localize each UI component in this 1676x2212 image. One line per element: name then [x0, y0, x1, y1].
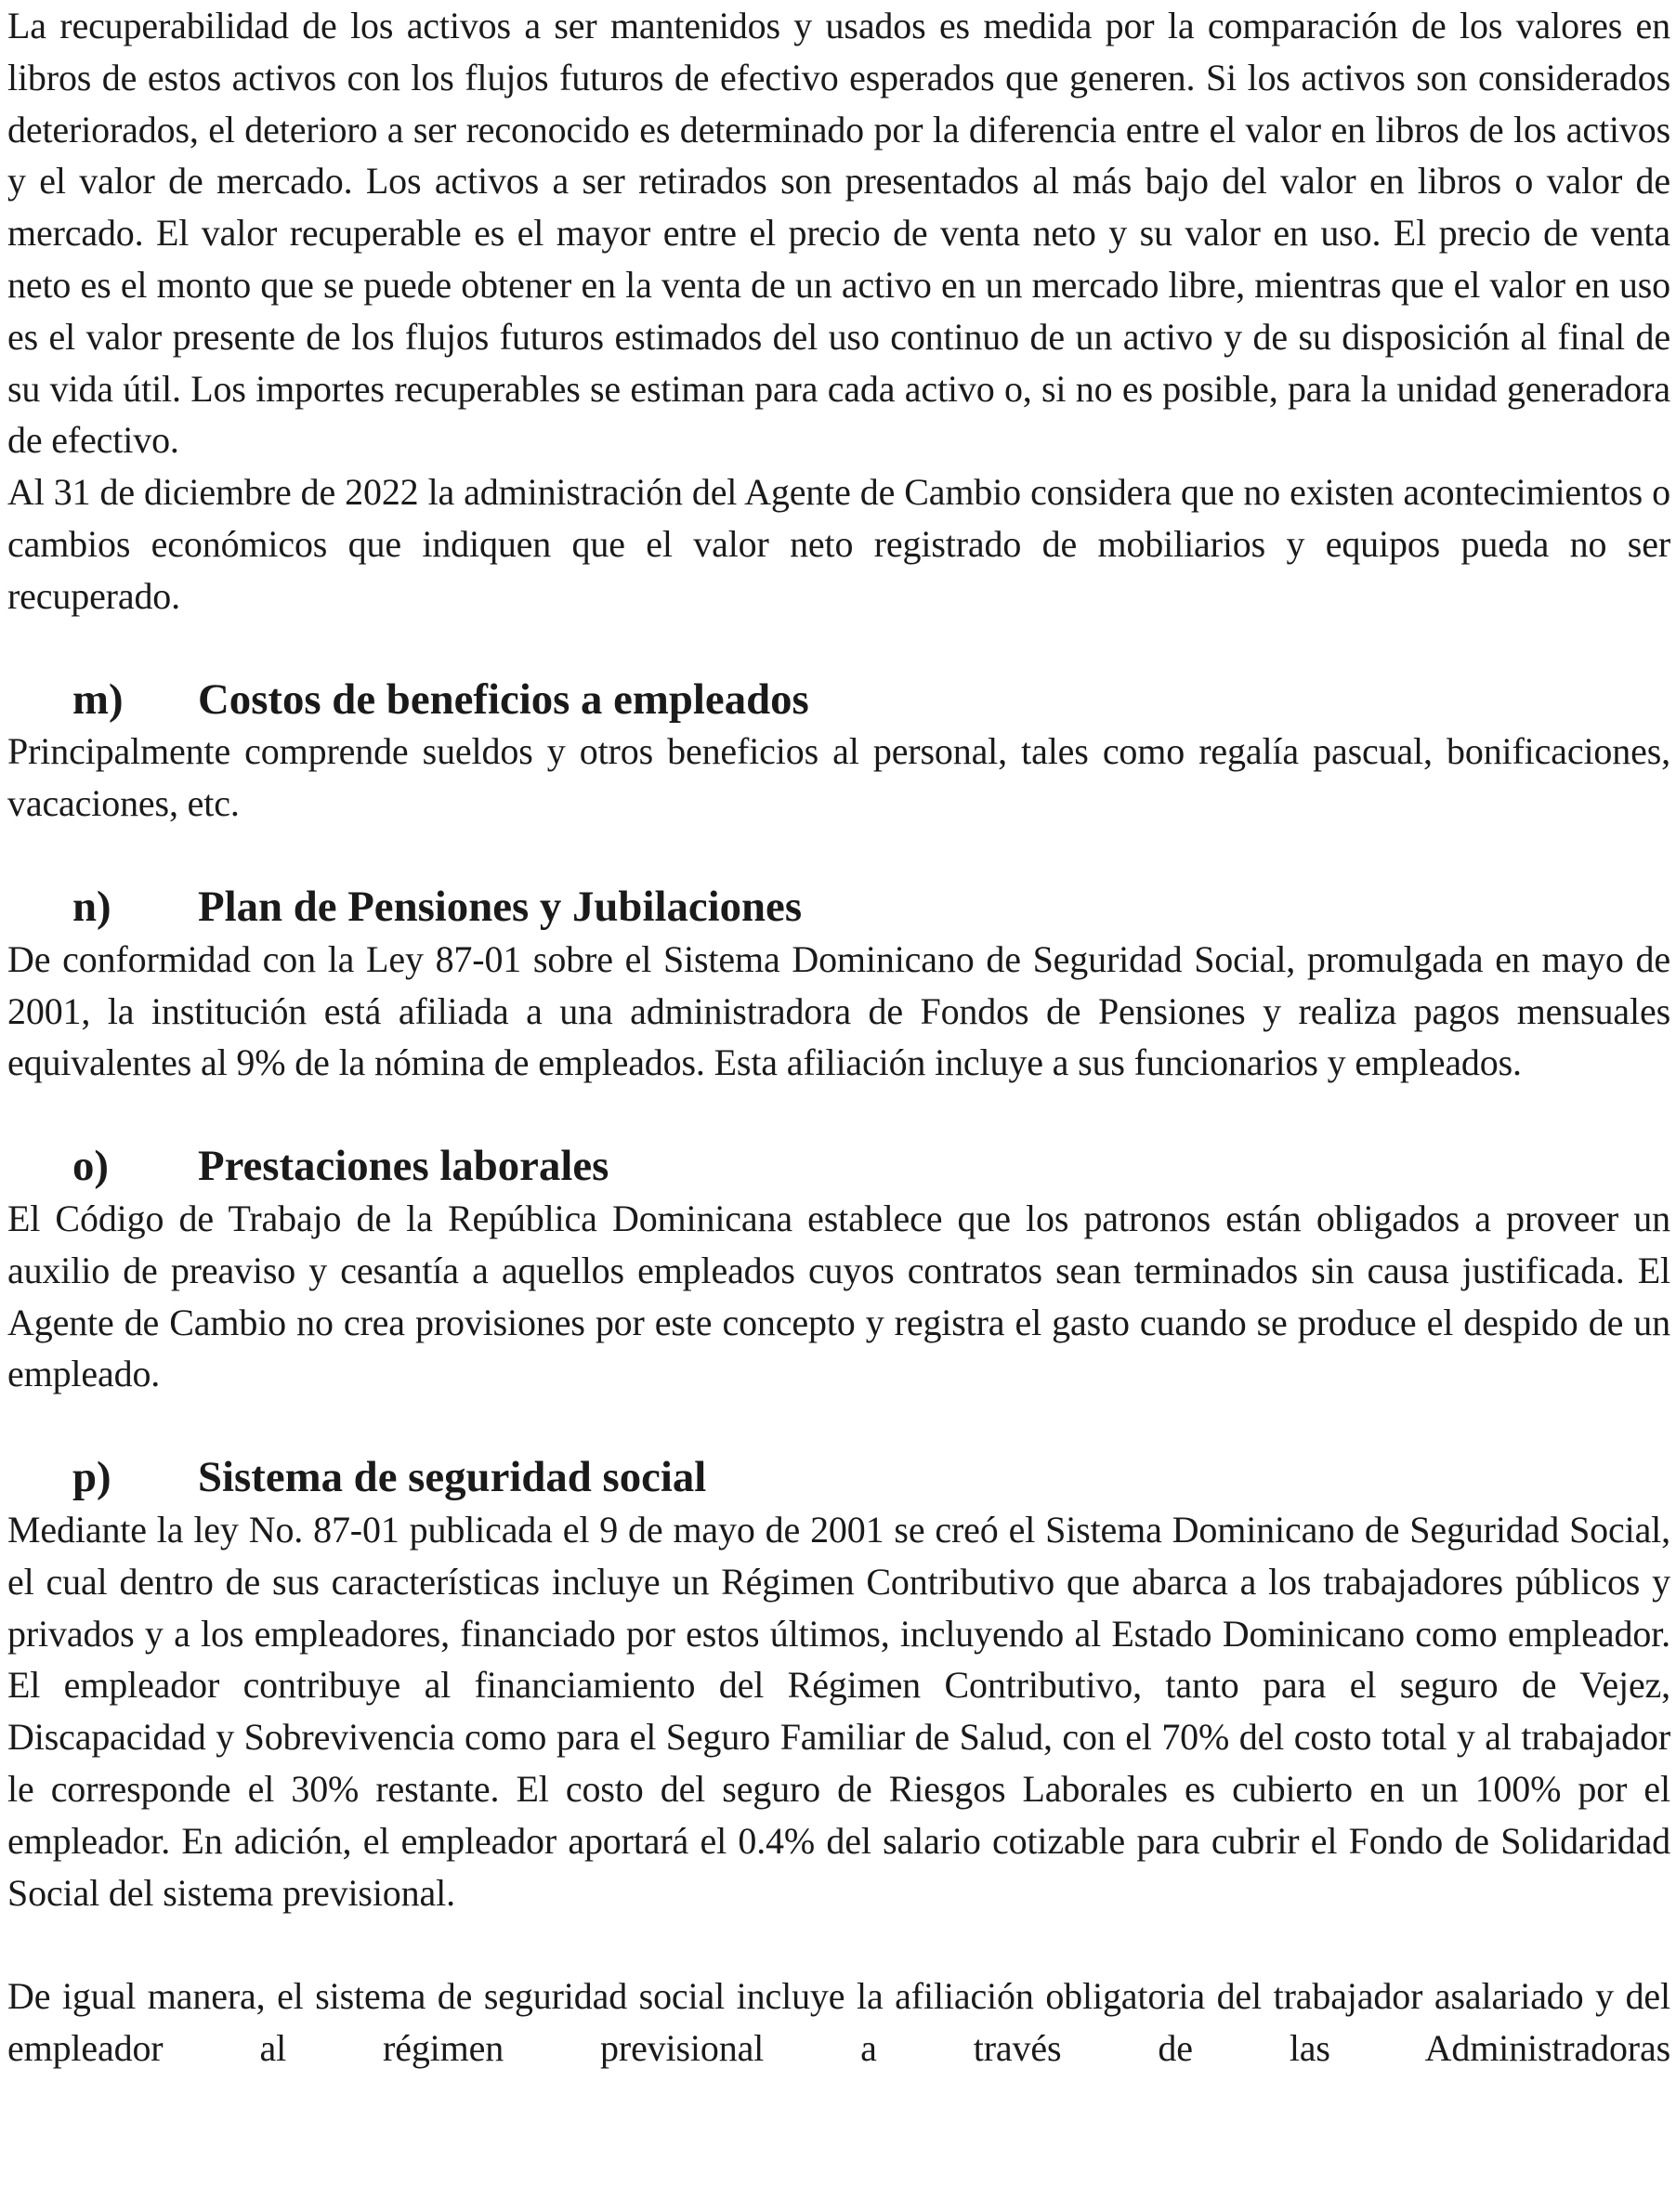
section-body: De conformidad con la Ley 87-01 sobre el Sistema Dominicano de Seguridad Social, promulgada en mayo de 2001, la institución está afiliada a una administradora de Fondos de Pensiones y realiza pagos mensuales equivalentes al 9% de la nómina de empleados. Esta afiliación incluye a sus funcionarios y empleados. — [7, 937, 1670, 1084]
section-letter: o) — [72, 1142, 109, 1191]
section-title: Sistema de seguridad social — [198, 1453, 707, 1502]
section-heading — [7, 1452, 1670, 1504]
section-heading — [7, 674, 1670, 726]
section-heading — [7, 882, 1670, 934]
section-title: Prestaciones laborales — [198, 1142, 609, 1191]
intro-paragraph-recuperabilidad: La recuperabilidad de los activos a ser mantenidos y usados es medida por la comparación de los valores en libros de estos activos con los flujos futuros de efectivo esperados que generen. Si los activos son considerados deteriorados, el deterioro a ser reconocido es determinado por la diferencia entre el valor en libros de los activos y el valor de mercado. Los activos a ser retirados son presentados al más bajo del valor en libros o valor de mercado. El valor recuperable es el mayor entre el precio de venta neto y su valor en uso. El precio de venta neto es el monto que se puede obtener en la venta de un activo en un mercado libre, mientras que el valor en uso es el valor presente de los flujos futuros estimados del uso continuo de un activo y de su disposición al final de su vida útil. Los importes recuperables se estiman para cada activo o, si no es posible, para la unidad generadora de efectivo. — [7, 5, 1670, 462]
section-m-costos-beneficios — [7, 674, 1670, 830]
section-p-seguridad-social — [7, 1452, 1670, 2075]
section-letter: p) — [72, 1453, 111, 1502]
spacer — [7, 1400, 1670, 1452]
spacer — [7, 1918, 1670, 1970]
section-letter: m) — [72, 674, 124, 724]
section-body-continued: De igual manera, el sistema de seguridad social incluye la afiliación obligatoria del trabajador asalariado y del empleador al régimen previsional a través de las Administradoras — [7, 1975, 1670, 2070]
section-n-plan-pensiones — [7, 882, 1670, 1089]
section-body: Principalmente comprende sueldos y otros beneficios al personal, tales como regalía pascual, bonificaciones, vacaciones, etc. — [7, 730, 1670, 825]
document-page — [7, 0, 1670, 2075]
intro-paragraph-administracion: Al 31 de diciembre de 2022 la administración del Agente de Cambio considera que no existen acontecimientos o cambios económicos que indiquen que el valor neto registrado de mobiliarios y equipos pueda no ser recuperado. — [7, 471, 1670, 617]
spacer — [7, 622, 1670, 674]
section-o-prestaciones-laborales — [7, 1141, 1670, 1400]
spacer — [7, 830, 1670, 882]
section-body: El Código de Trabajo de la República Dominicana establece que los patronos están obligados a proveer un auxilio de preaviso y cesantía a aquellos empleados cuyos contratos sean terminados sin causa justificada. El Agente de Cambio no crea provisiones por este concepto y registra el gasto cuando se produce el despido de un empleado. — [7, 1197, 1670, 1395]
section-letter: n) — [72, 882, 111, 931]
section-heading — [7, 1141, 1670, 1193]
spacer — [7, 1089, 1670, 1141]
section-title: Costos de beneficios a empleados — [198, 674, 809, 724]
section-title: Plan de Pensiones y Jubilaciones — [198, 882, 803, 931]
section-body: Mediante la ley No. 87-01 publicada el 9 de mayo de 2001 se creó el Sistema Dominicano de Seguridad Social, el cual dentro de sus características incluye un Régimen Contributivo que abarca a los trabajadores públicos y privados y a los empleadores, financiado por estos últimos, incluyendo al Estado Dominicano como empleador. El empleador contribuye al financiamiento del Régimen Contributivo, tanto para el seguro de Vejez, Discapacidad y Sobrevivencia como para el Seguro Familiar de Salud, con el 70% del costo total y al trabajador le corresponde el 30% restante. El costo del seguro de Riesgos Laborales es cubierto en un 100% por el empleador. En adición, el empleador aportará el 0.4% del salario cotizable para cubrir el Fondo de Solidaridad Social del sistema previsional. — [7, 1508, 1670, 1914]
